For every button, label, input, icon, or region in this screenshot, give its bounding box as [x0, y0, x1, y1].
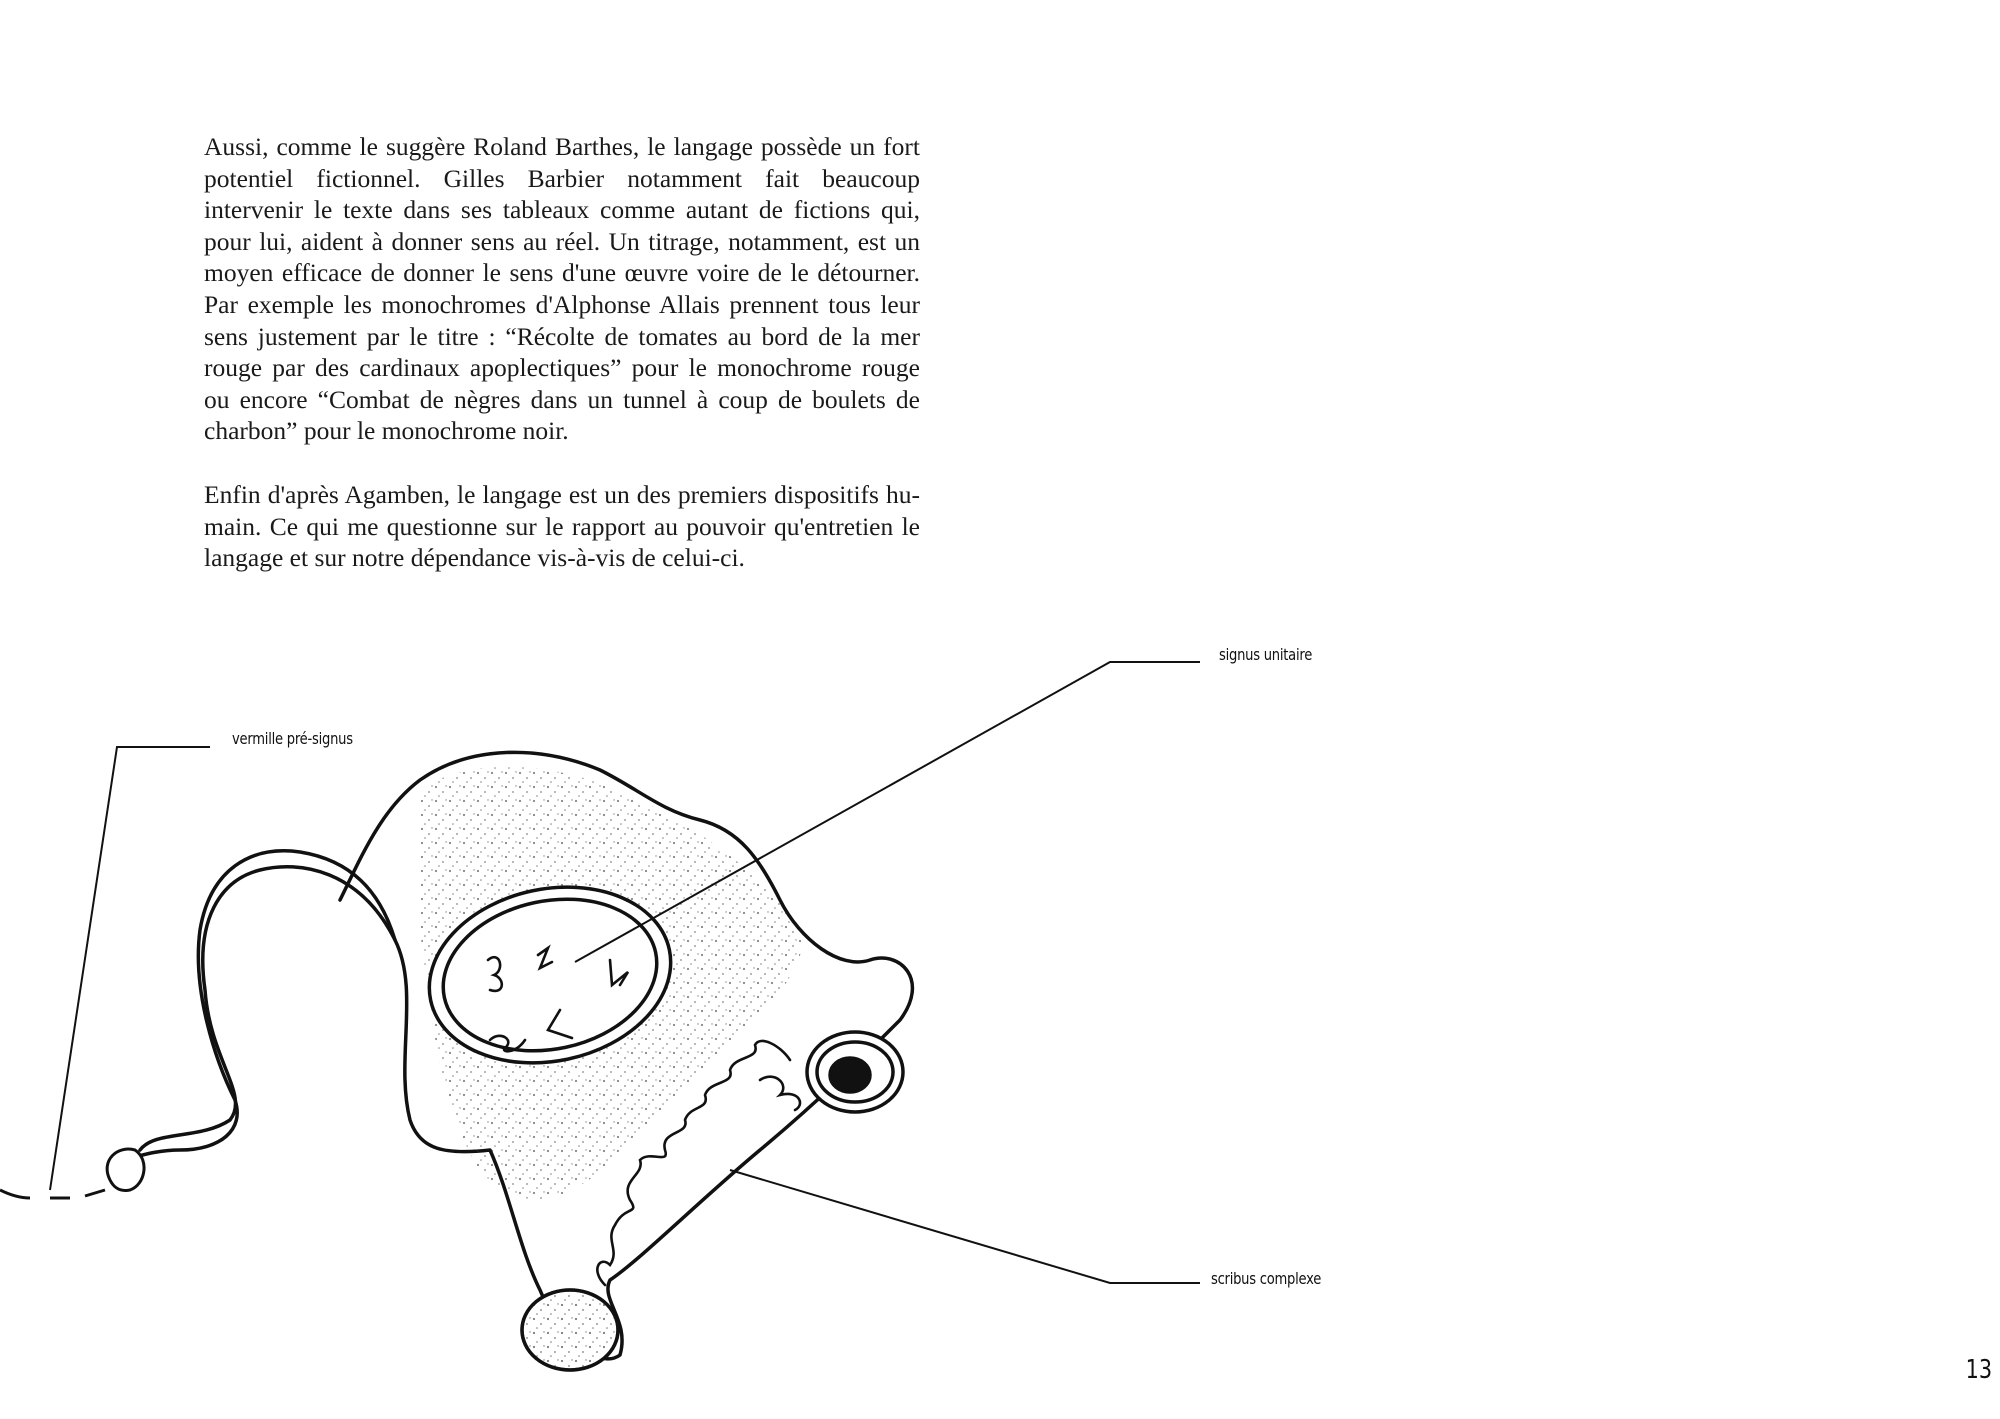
creature-eye [807, 1032, 903, 1112]
paragraph-barthes: Aussi, comme le suggère Roland Barthes, le langage possède un fort potentiel fictionnel. Gilles Barbier notamment fait beaucoup intervenir le texte dans ses tableaux comme autant de fictions qui, pour lui, aident à donner sens au réel. Un titrage, notamment, est un moyen efficace de donner le sens d'une œuvre voire de le détourner. Par exemple les monochromes d'Alphonse Allais prennent tous leur sens justement par le titre : “Récolte de tomates au bord de la mer rouge par des cardinaux apoplectiques” pour le monochrome rouge ou encore “Combat de nègres dans un tunnel à coup de boulets de charbon” pour le monochrome noir. [204, 132, 920, 446]
leader-line-scribus [730, 1170, 1200, 1283]
creature-bulb [522, 1290, 618, 1370]
label-scribus-complexe: scribus complexe [1211, 1269, 1322, 1288]
label-signus-unitaire: signus unitaire [1219, 645, 1313, 664]
paragraph-agamben: Enfin d'après Agamben, le langage est un des premiers dispositifs humain. Ce qui me questionne sur le rapport au pouvoir qu'entretien le langage et sur notre dépendance vis-à-vis de celui-ci. [204, 479, 920, 573]
tail-tip [0, 1149, 144, 1198]
creature-tail-outline [120, 851, 395, 1160]
leader-line-vermille [50, 747, 210, 1190]
page-number: 13 [1965, 1355, 1992, 1385]
label-vermille-pre-signus: vermille pré-signus [232, 729, 353, 748]
